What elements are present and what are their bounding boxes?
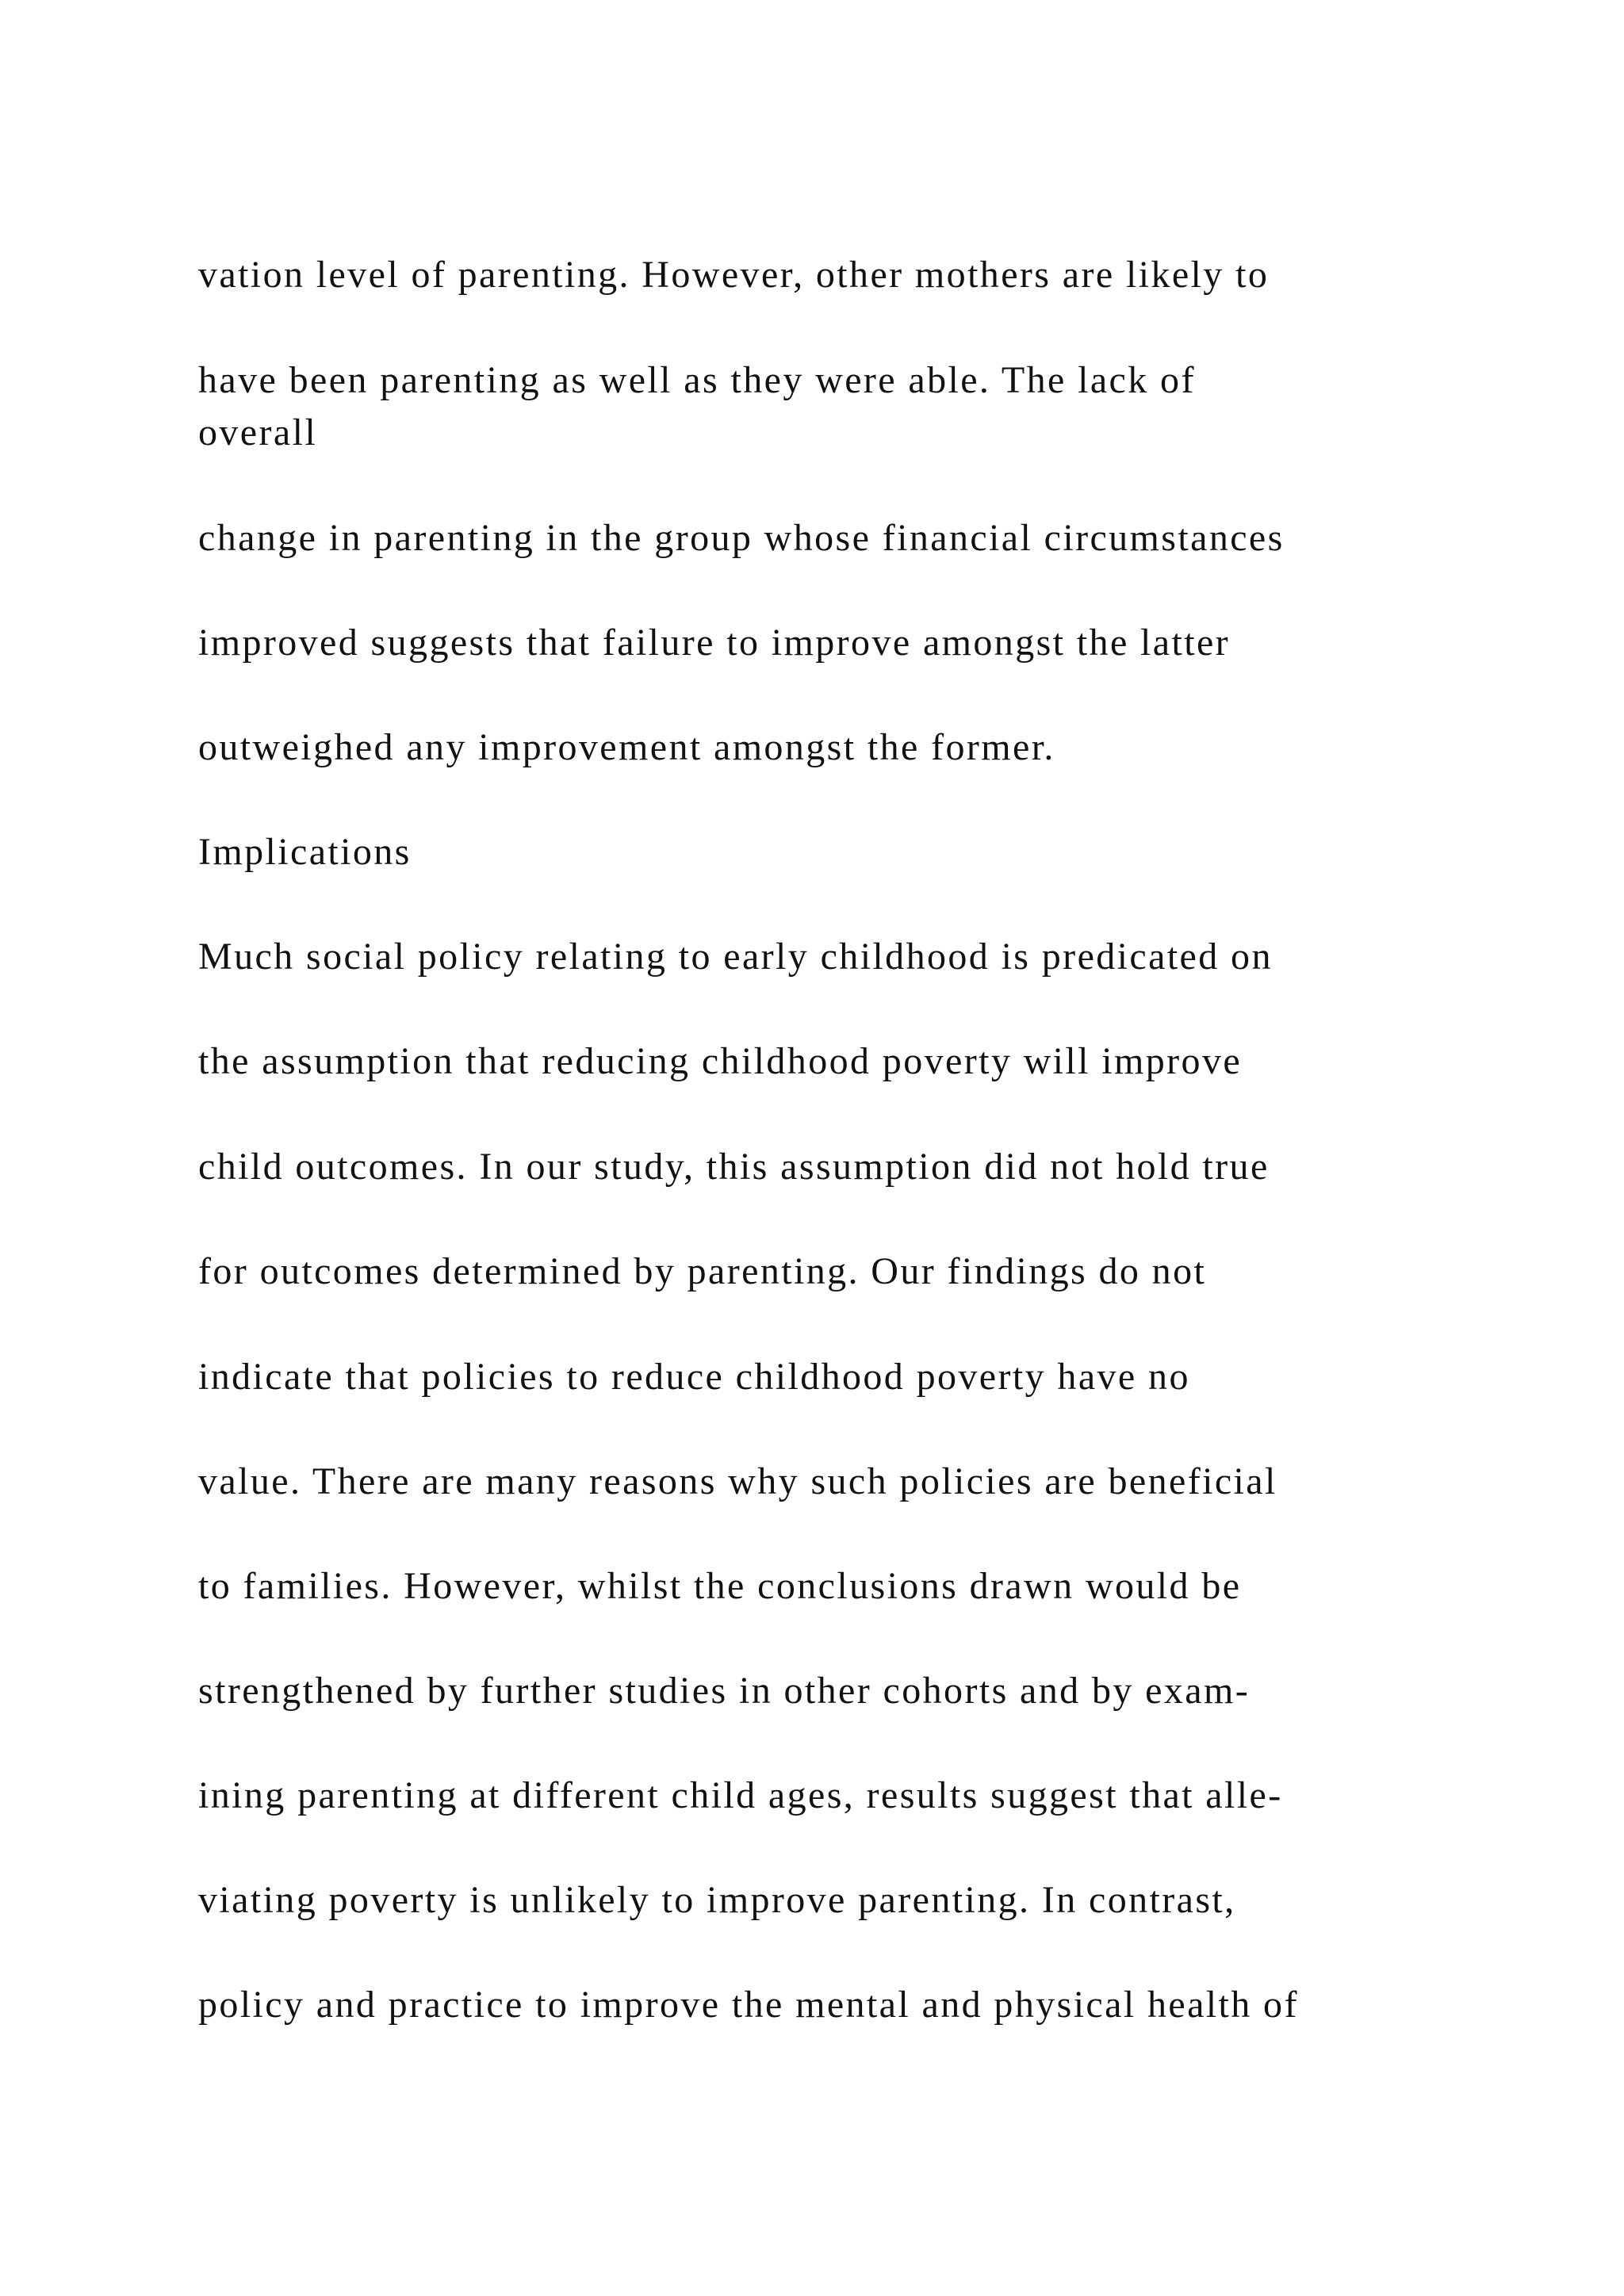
- text-line: outweighed any improvement amongst the former.: [198, 726, 1055, 768]
- text-line: the assumption that reducing childhood poverty will improve: [198, 1040, 1243, 1082]
- text-line: overall: [198, 411, 318, 453]
- text-line: Much social policy relating to early childhood is predicated on: [198, 936, 1273, 978]
- text-line: strengthened by further studies in other cohorts and by exam-: [198, 1670, 1251, 1712]
- text-line: have been parenting as well as they were able. The lack of: [198, 359, 1196, 401]
- text-line: to families. However, whilst the conclusions drawn would be: [198, 1565, 1242, 1607]
- text-line: indicate that policies to reduce childhood poverty have no: [198, 1356, 1190, 1398]
- text-line: child outcomes. In our study, this assumption did not hold true: [198, 1146, 1270, 1188]
- text-line: viating poverty is unlikely to improve parenting. In contrast,: [198, 1879, 1236, 1921]
- text-line: change in parenting in the group whose financial circumstances: [198, 517, 1285, 559]
- text-line: vation level of parenting. However, other mothers are likely to: [198, 254, 1270, 296]
- text-line: for outcomes determined by parenting. Our findings do not: [198, 1250, 1207, 1292]
- text-line: ining parenting at different child ages, results suggest that alle-: [198, 1774, 1283, 1816]
- text-line: policy and practice to improve the mental and physical health of: [198, 1984, 1299, 2026]
- text-line: value. There are many reasons why such policies are beneficial: [198, 1460, 1277, 1502]
- text-line: improved suggests that failure to improve amongst the latter: [198, 622, 1231, 664]
- section-heading: Implications: [198, 831, 412, 873]
